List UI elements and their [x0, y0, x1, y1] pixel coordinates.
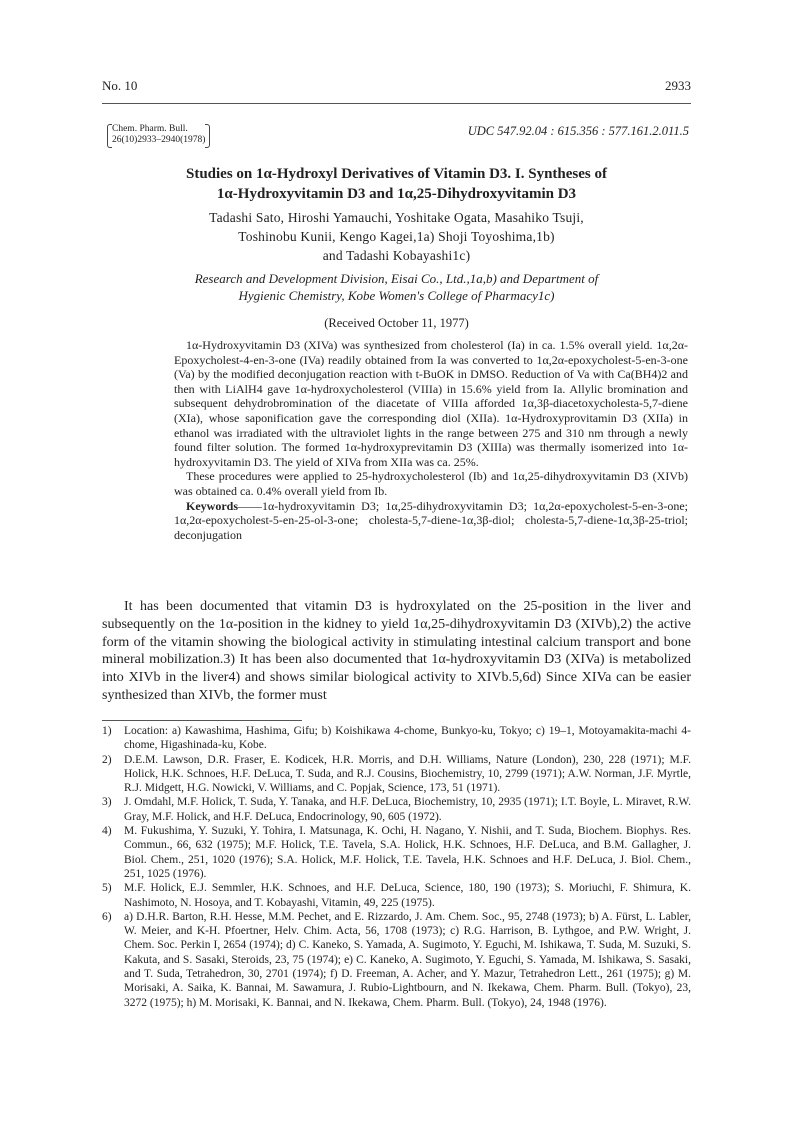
abstract-paragraph-1: 1α-Hydroxyvitamin D3 (XIVa) was synthesized from cholesterol (Ia) in ca. 1.5% overall yield. 1α,2α-Epoxycholest-4-en-3-one (IVa) readily obtained from Ia was converted to 1α,2α-epoxycholest-5-en-3-one (Va) by the modified deconjugation reaction with t-BuOK in DMSO. Reduction of Va with Ca(BH4)2 and then with LiAlH4 gave 1α-hydroxycholesterol (VIIIa) in 15.6% yield from Ia. Allylic bromination and subsequent dehydrobromination of the diacetate of VIIIa afforded 1α,3β-diacetoxycholesta-5,7-diene (XIa), whose saponification gave the corresponding diol (XIIa). 1α-Hydroxyprovitamin D3 (XIIa) in ethanol was irradiated with the ultraviolet lights in the range between 275 and 310 nm through a newly found filter solution. The formed 1α-hydroxyprevitamin D3 (XIIIa) was thermally isomerized into 1α-hydroxyvitamin D3. The yield of XIVa from XIIa was ca. 25%.: [174, 338, 688, 469]
footnote: [102, 881, 691, 910]
journal-name: Chem. Pharm. Bull.: [112, 124, 188, 134]
abstract-paragraph-2: These procedures were applied to 25-hydroxycholesterol (Ib) and 1α,25-dihydroxyvitamin D3 (XIVb) was obtained ca. 0.4% overall yield from Ib.: [174, 469, 688, 498]
body-text: [102, 598, 691, 705]
footnote: [102, 724, 691, 753]
abstract: [174, 338, 688, 542]
page-number: 2933: [665, 78, 691, 93]
affiliation: [80, 270, 713, 304]
journal-volume: 26(10)2933–2940(1978): [112, 135, 206, 145]
authors-line-3: and Tadashi Kobayashi1c): [322, 248, 471, 263]
issue-number: No. 10: [102, 78, 138, 93]
footnote-number: 4): [102, 825, 112, 838]
footnote-text: D.E.M. Lawson, D.R. Fraser, E. Kodicek, H.R. Morris, and D.H. Williams, Nature (London), 230, 228 (1971); M.F. Holick, H.K. Schnoes, H.F. DeLuca, T. Suda, and R.J. Cousins, Biochemistry, 10, 2799 (1971); A.W. Norman, J.F. Myrtle, R.J. Midgett, H.G. Nowicki, V. Williams, and C. Popjak, Science, 173, 51 (1971).: [124, 753, 691, 795]
keywords: [174, 499, 688, 543]
footnote-text: M. Fukushima, Y. Suzuki, Y. Tohira, I. Matsunaga, K. Ochi, H. Nagano, Y. Nishii, and T. Suda, Biochem. Biophys. Res. Commun., 66, 632 (1975); M.F. Holick, T.E. Tavela, S.A. Holick, H.K. Schnoes, H.F. DeLuca, and B.M. Gallagher, J. Biol. Chem., 251, 1020 (1976); S.A. Holick, M.F. Holick, T.E. Tavela, H.K. Schnoes and H.F. DeLuca, J. Biol. Chem., 251, 1025 (1976).: [124, 825, 691, 880]
title-line-1: Studies on 1α-Hydroxyl Derivatives of Vitamin D3. I. Syntheses of: [185, 166, 608, 182]
footnote-number: 2): [102, 753, 112, 766]
body-paragraph-1: It has been documented that vitamin D3 is hydroxylated on the 25-position in the liver and subsequently on the 1α-position in the kidney to yield 1α,25-dihydroxyvitamin D3 (XIVb),2) the active form of the vitamin showing the biological activity in stimulating intestinal calcium transport and bone mineral mobilization.3) It has been also documented that 1α-hydroxyvitamin D3 (XIVa) is metabolized into XIVb in the liver4) and shows similar biological activity to XIVb.5,6d) Since XIVa can be easier synthesized than XIVb, the former must: [102, 599, 691, 703]
title-line-2: 1α-Hydroxyvitamin D3 and 1α,25-Dihydroxyvitamin D3: [216, 186, 577, 202]
footnote-rule: [102, 720, 302, 721]
footnote-number: 1): [102, 725, 112, 737]
journal-reference: [112, 124, 205, 146]
footnote: [102, 753, 691, 796]
footnote-number: 5): [102, 882, 112, 895]
affiliation-line-1: Research and Development Division, Eisai Co., Ltd.,1a,b) and Department of: [194, 271, 599, 286]
right-bracket-icon: [205, 124, 210, 148]
footnote-text: M.F. Holick, E.J. Semmler, H.K. Schnoes, and H.F. DeLuca, Science, 180, 190 (1973); S. Moriuchi, F. Shimura, K. Nashimoto, N. Hosoya, and T. Kobayashi, Vitamin, 49, 225 (1975).: [124, 882, 691, 909]
udc-code: UDC 547.92.04 : 615.356 : 577.161.2.011.5: [467, 124, 689, 138]
header-rule: [102, 103, 691, 104]
footnote-text: J. Omdahl, M.F. Holick, T. Suda, Y. Tanaka, and H.F. DeLuca, Biochemistry, 10, 2935 (1971); I.T. Boyle, L. Miravet, R.W. Gray, M.F. Holick, and H.F. DeLuca, Endocrinology, 90, 605 (1972).: [124, 796, 691, 823]
paper-title: [80, 164, 713, 204]
footnote: [102, 795, 691, 824]
footnote: [102, 824, 691, 881]
keywords-list: ——1α-hydroxyvitamin D3; 1α,25-dihydroxyvitamin D3; 1α,2α-epoxycholest-5-en-3-one; 1α,2α-epoxycholest-5-en-25-ol-3-one; cholesta-5,7-diene-1α,3β-diol; cholesta-5,7-diene-1α,3β-25-triol; deconjugation: [174, 498, 688, 542]
left-bracket-icon: [107, 124, 112, 148]
authors-line-2: Toshinobu Kunii, Kengo Kagei,1a) Shoji Toyoshima,1b): [238, 229, 555, 244]
author-list: [80, 208, 713, 265]
footnote-text: Location: a) Kawashima, Hashima, Gifu; b) Koishikawa 4-chome, Bunkyo-ku, Tokyo; c) 19–1, Motoyamakita-machi 4-chome, Higashinada-ku, Kobe.: [124, 725, 691, 752]
footnote-text: a) D.H.R. Barton, R.H. Hesse, M.M. Pechet, and E. Rizzardo, J. Am. Chem. Soc., 95, 2748 (1973); b) A. Fürst, L. Labler, W. Meier, and K-H. Pfoertner, Helv. Chim. Acta, 56, 1708 (1973); c) R.G. Harrison, B. Lythgoe, and P.W. Wright, J. Chem. Soc. Perkin I, 2654 (1974); d) C. Kaneko, S. Yamada, A. Sugimoto, Y. Eguchi, M. Ishikawa, T. Suda, M. Suzuki, S. Kakuta, and S. Sasaki, Steroids, 23, 75 (1974); e) C. Kaneko, A. Sugimoto, Y. Eguchi, S. Yamada, M. Ishikawa, S. Sasaki, and T. Suda, Tetrahedron, 30, 2701 (1974); f) D. Freeman, A. Acher, and Y. Mazur, Tetrahedron Lett., 261 (1975); g) M. Morisaki, A. Saika, K. Bannai, M. Sawamura, J. Rubio-Lightbourn, and N. Ikekawa, Chem. Pharm. Bull. (Tokyo), 23, 3272 (1975); h) M. Morisaki, K. Bannai, and N. Ikekawa, Chem. Pharm. Bull. (Tokyo), 24, 1948 (1976).: [124, 910, 691, 1009]
footnote: [102, 910, 691, 1010]
footnote-number: 3): [102, 796, 112, 809]
received-date: (Received October 11, 1977): [324, 316, 469, 330]
affiliation-line-2: Hygienic Chemistry, Kobe Women's College of Pharmacy1c): [238, 288, 555, 303]
authors-line-1: Tadashi Sato, Hiroshi Yamauchi, Yoshitake Ogata, Masahiko Tsuji,: [209, 210, 584, 225]
footnotes: [102, 724, 691, 1010]
keywords-label: Keywords: [186, 498, 238, 513]
footnote-number: 6): [102, 910, 112, 923]
